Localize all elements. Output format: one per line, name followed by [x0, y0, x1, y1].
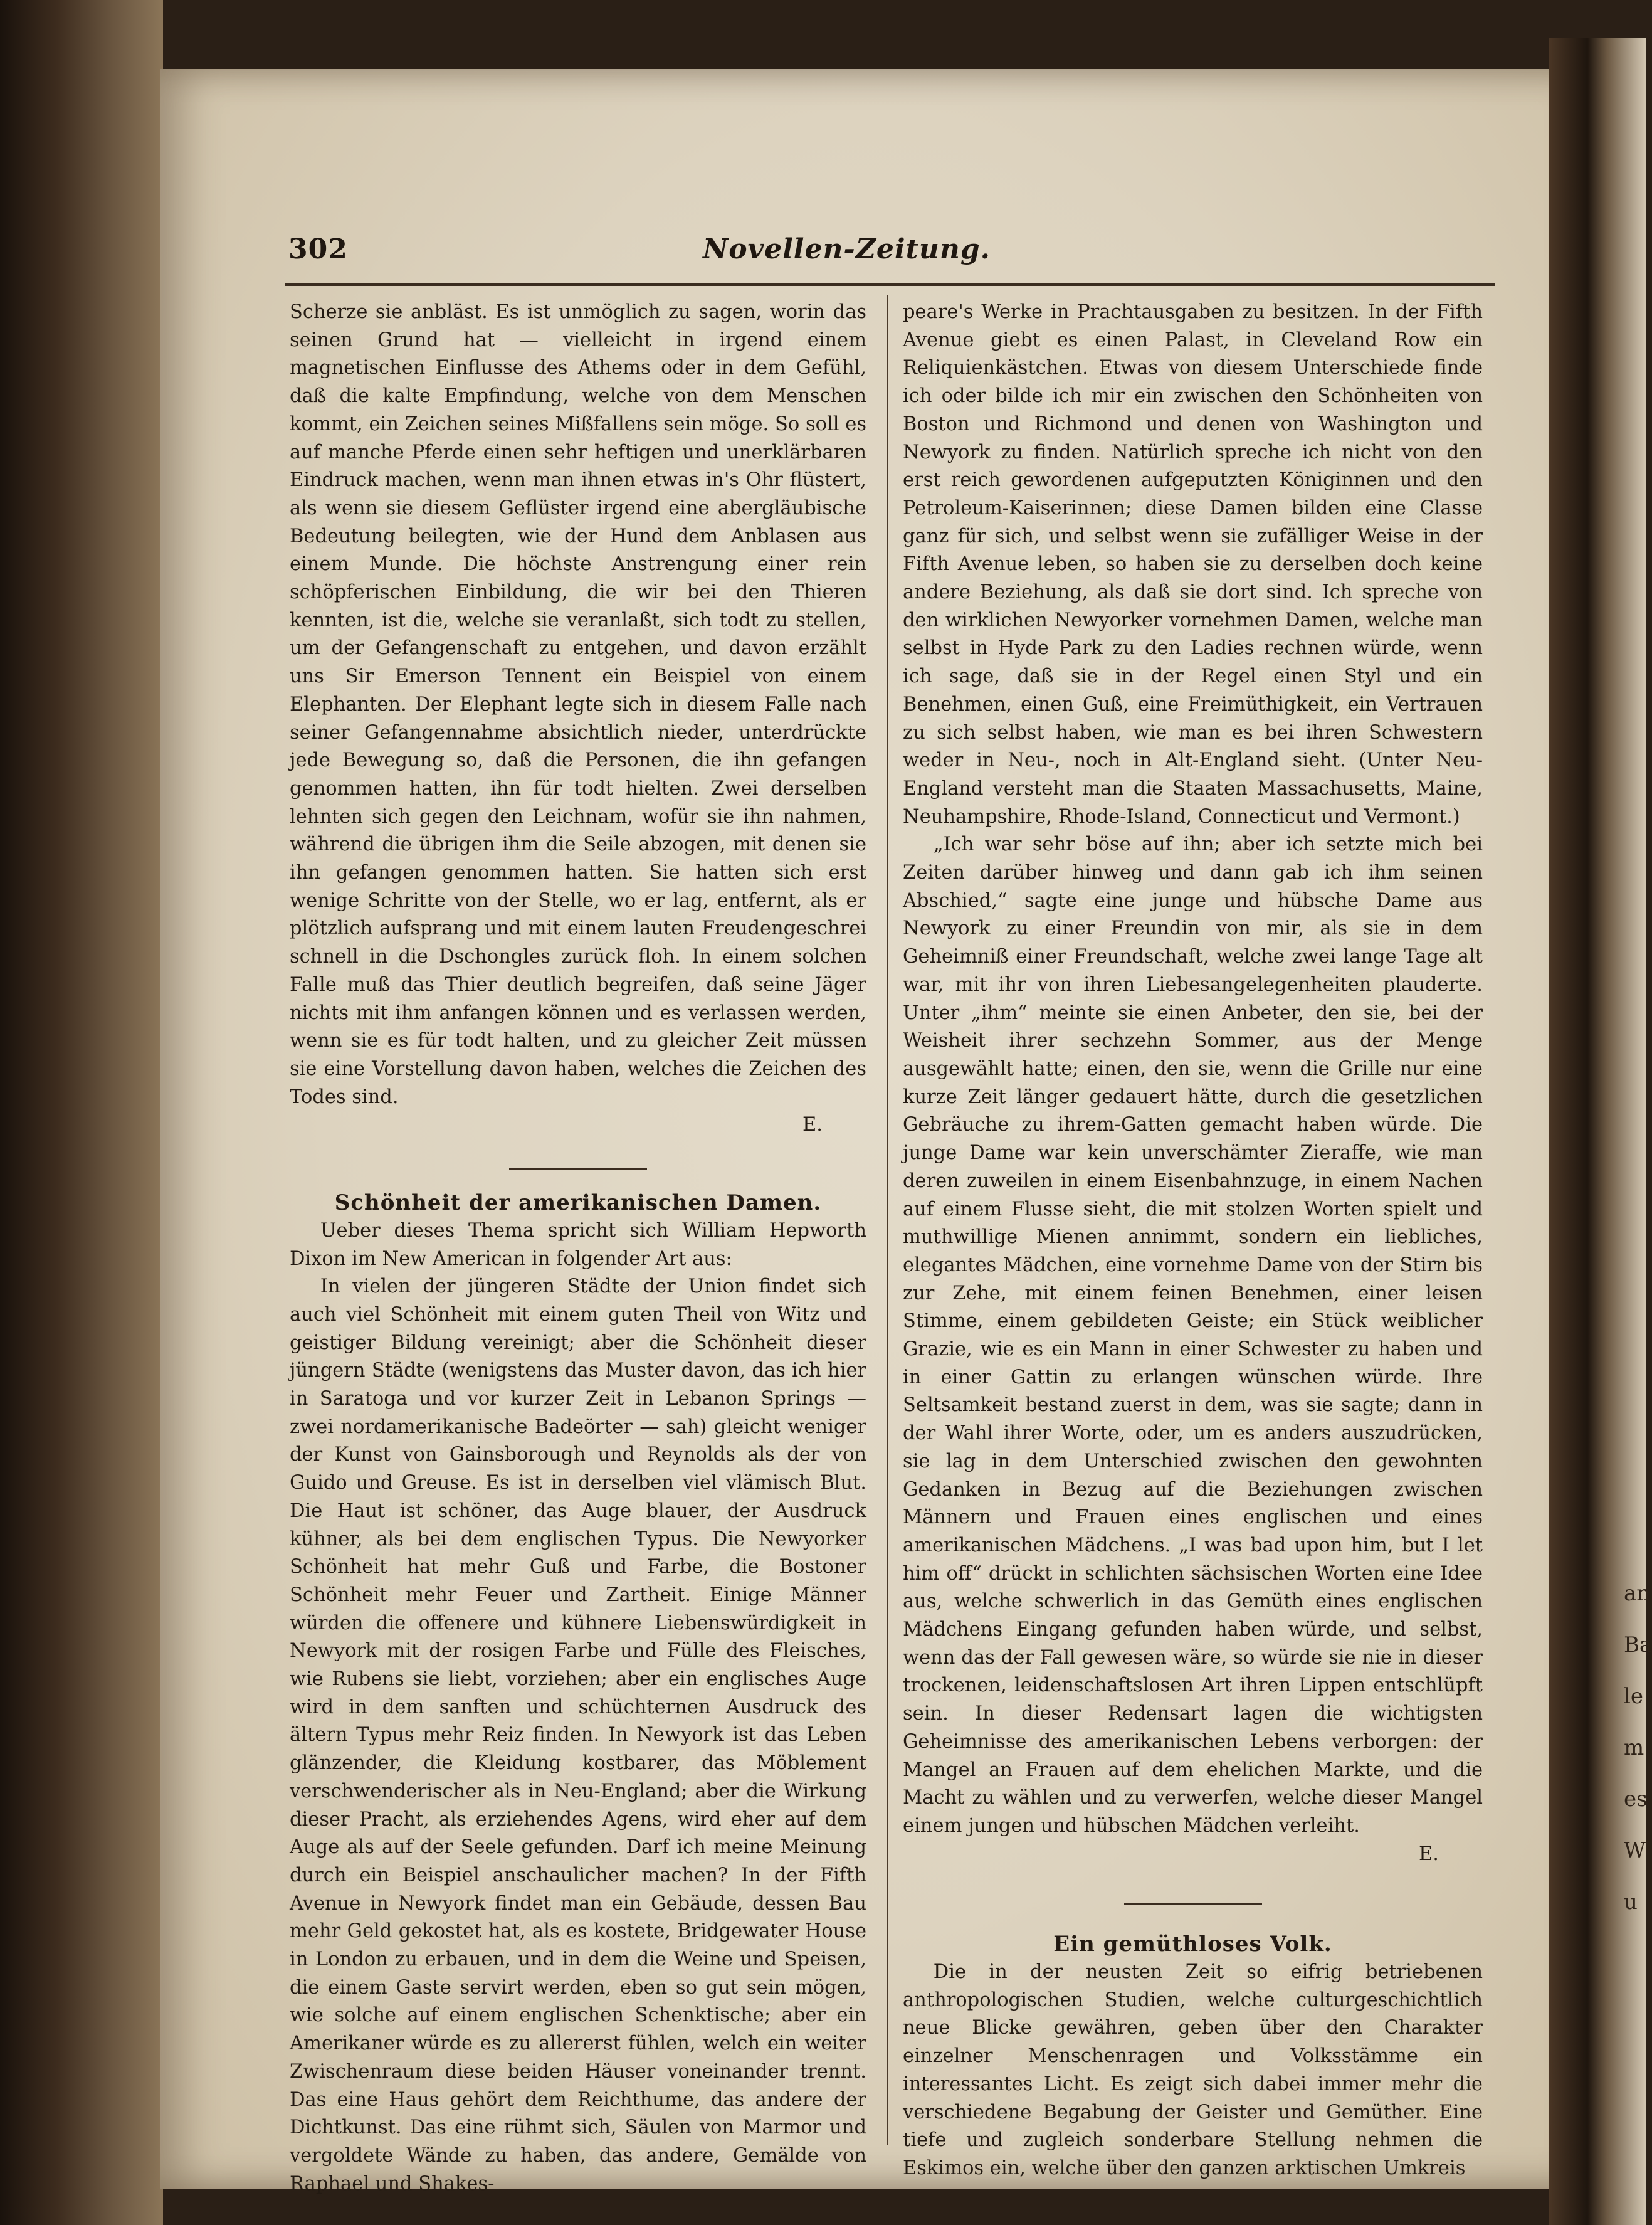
header-rule — [285, 283, 1495, 286]
paragraph: „Ich war sehr böse auf ihn; aber ich setzte mich bei Zeiten darüber hinweg und dann gab ich ihm seinen Abschied,“ sagte eine junge und hübsche Dame aus Newyork zu einer Freundin von mir, als sie in dem Geheimniß einer Freundschaft, welche zwei lange Tage alt war, mit ihr von ihren Liebesangelegenheiten plauderte. Unter „ihm“ meinte sie einen Anbeter, den sie, bei der Weisheit ihrer sechzehn Sommer, aus der Menge ausgewählt hatte; einen, den sie, wenn die Grille nur eine kurze Zeit länger gedauert hätte, durch die gesetzlichen Gebräuche zu ihrem-Gatten gemacht haben würde. Die junge Dame war kein unverschämter Zieraffe, wie man deren zuweilen in einem Eisenbahnzuge, in einem Nachen auf einem Flusse sieht, die mit stolzen Worten spielt und muthwillige Mienen annimmt, sondern ein liebliches, elegantes Mädchen, eine vornehme Dame von der Stirn bis zur Zehe, mit einem feinen Benehmen, einer leisen Stimme, einem gebildeten Geiste; ein Stück weiblicher Grazie, wie es ein Mann in einer Schwester zu haben und in einer Gattin zu erlangen wünschen würde. Ihre Seltsamkeit bestand zuerst in dem, was sie sagte; dann in der Wahl ihrer Worte, oder, um es anders auszudrücken, sie lag in dem Unterschied zwischen den gewohnten Gedanken in Bezug auf die Beziehungen zwischen Männern und Frauen eines englischen und eines amerikanischen Mädchens. „I was bad upon him, but I let him off“ drückt in schlichten sächsischen Worten eine Idee aus, welche schwerlich in das Gemüth eines englischen Mädchens Eingang gefunden haben würde, und selbst, wenn das der Fall gewesen wäre, so würde sie nie in dieser trockenen, leidenschaftslosen Art ihren Lippen entschlüpft sein. In dieser Redensart lagen die wichtigsten Geheimnisse des amerikanischen Lebens verborgen: der Mangel an Frauen auf dem ehelichen Markte, und die Macht zu wählen und zu verwerfen, welche dieser Mangel einem jungen und hübschen Mädchen verleiht. — [903, 833, 1483, 1837]
running-head — [288, 233, 991, 283]
book-edge-left — [0, 0, 163, 2225]
fragment: u — [1624, 1889, 1638, 1915]
signature: E. — [802, 1114, 823, 1136]
section-rule — [1124, 1903, 1262, 1905]
next-page-fragments — [1624, 1568, 1652, 2007]
section-rule — [509, 1168, 647, 1170]
header-title: Novellen-Zeitung. — [702, 233, 991, 265]
fragment: Ba — [1624, 1632, 1652, 1657]
column-divider — [887, 295, 888, 2145]
signature: E. — [1419, 1842, 1439, 1865]
paragraph: Scherze sie anbläst. Es ist unmöglich zu sagen, worin das seinen Grund hat — vielleicht in irgend einem magnetischen Einflusse des Athems oder in dem Gefühl, daß die kalte Empfindung, welche von dem Menschen kommt, ein Zeichen seines Mißfallens sein möge. So soll es auf manche Pferde einen sehr heftigen und unerklärbaren Eindruck machen, wenn man ihnen etwas in's Ohr flüstert, als wenn sie diesem Geflüster irgend eine abergläubische Bedeutung beilegten, wie der Hund dem Anblasen aus einem Munde. Die höchste Anstrengung einer rein schöpferischen Einbildung, die wir bei den Thieren kennten, ist die, welche sie veranlaßt, sich todt zu stellen, um der Gefangenschaft zu entgehen, und davon erzählt uns Sir Emerson Tennent ein Beispiel von einem Elephanten. Der Elephant legte sich in diesem Falle nach seiner Gefangennahme absichtlich nieder, unterdrückte jede Bewegung so, daß die Personen, die ihn gefangen genommen hatten, ihn für todt hielten. Zwei derselben lehnten sich gegen den Leichnam, wofür sie ihn nahmen, während die übrigen ihm die Seile abzogen, mit denen sie ihn gefangen genommen hatten. Sie hatten sich erst wenige Schritte von der Stelle, wo er lag, entfernt, als er plötzlich aufsprang und mit einem lauten Freudengeschrei schnell in die Dschongles zurück floh. In einem solchen Falle muß das Thier deutlich begreifen, daß seine Jäger nichts mit ihm anfangen können und es verlassen werden, wenn sie es für todt halten, und zu gleicher Zeit müssen sie eine Vorstellung davon haben, welches die Zeichen des Todes sind. — [290, 301, 866, 1108]
fragment: le — [1624, 1684, 1643, 1709]
paragraph: peare's Werke in Prachtausgaben zu besitzen. In der Fifth Avenue giebt es einen Palast, in Cleveland Row ein Reliquienkästchen. Etwas von diesem Unterschiede finde ich oder bilde ich mir ein zwischen den Schönheiten von Boston und Richmond und denen von Washington und Newyork zu finden. Natürlich spreche ich nicht von den erst reich gewordenen aufgeputzten Königinnen und den Petroleum-Kaiserinnen; diese Damen bilden eine Classe ganz für sich, und selbst wenn sie zufälliger Weise in der Fifth Avenue leben, so haben sie zu derselben doch keine andere Beziehung, als daß sie dort sind. Ich spreche von den wirklichen Newyorker vornehmen Damen, welche man selbst in Hyde Park zu den Ladies rechnen würde, wenn ich sage, daß sie in der Regel einen Styl und ein Benehmen, einen Guß, eine Freimüthigkeit, ein Vertrauen zu sich selbst haben, wie man es bei ihren Schwestern weder in Neu-, noch in Alt-England sieht. (Unter Neu-England versteht man die Staaten Massachusetts, Maine, Neuhampshire, Rhode-Island, Connecticut und Vermont.) — [903, 301, 1483, 828]
section-title: Ein gemüthloses Volk. — [1053, 1932, 1332, 1957]
page-number: 302 — [288, 233, 348, 265]
fragment: W — [1624, 1838, 1646, 1863]
fragment: es — [1624, 1787, 1648, 1812]
right-column — [903, 299, 1483, 2183]
left-column — [290, 299, 866, 2198]
fragment: an — [1624, 1581, 1651, 1606]
paragraph: Ueber dieses Thema spricht sich William Hepworth Dixon im New American in folgender Art aus: — [290, 1219, 866, 1270]
paragraph: In vielen der jüngeren Städte der Union findet sich auch viel Schönheit mit einem guten Theil von Witz und geistiger Bildung vereinigt; aber die Schönheit dieser jüngern Städte (wenigstens das Muster davon, das ich hier in Saratoga und vor kurzer Zeit in Lebanon Springs — zwei nordamerikanische Badeörter — sah) gleicht weniger der Kunst von Gainsborough und Reynolds als der von Guido und Greuse. Es ist in derselben viel vlämisch Blut. Die Haut ist schöner, das Auge blauer, der Ausdruck kühner, als bei dem englischen Typus. Die Newyorker Schönheit hat mehr Guß und Farbe, die Bostoner Schönheit mehr Feuer und Zartheit. Einige Männer würden die offenere und kühnere Liebenswürdigkeit in Newyork mit der rosigen Farbe und Fülle des Fleisches, wie Rubens sie liebt, vorziehen; aber ein englisches Auge wird in dem sanften und schüchternen Ausdruck des ältern Typus mehr Reiz finden. In Newyork ist das Leben glänzender, die Kleidung kostbarer, das Möblement verschwenderischer als in Neu-England; aber die Wirkung dieser Pracht, als erziehendes Agens, wird eher auf dem Auge als auf der Seele gefunden. Darf ich meine Meinung durch ein Beispiel anschaulicher machen? In der Fifth Avenue in Newyork findet man ein Gebäude, dessen Bau mehr Geld gekostet hat, als es kostete, Bridgewater House in London zu erbauen, und in dem die Weine und Speisen, die einem Gaste servirt werden, eben so gut sein mögen, wie solche auf einem englischen Schenktische; aber ein Amerikaner würde es zu allererst fühlen, welch ein weiter Zwischenraum diese beiden Häuser voneinander trennt. Das eine Haus gehört dem Reichthume, das andere der Dichtkunst. Das eine rühmt sich, Säulen von Marmor und vergoldete Wände zu haben, das andere, Gemälde von Raphael und Shakes- — [290, 1276, 866, 2195]
fragment: m — [1624, 1735, 1644, 1760]
section-title: Schönheit der amerikanischen Damen. — [334, 1190, 822, 1216]
paragraph: Die in der neusten Zeit so eifrig betriebenen anthropologischen Studien, welche culturgeschichtlich neue Blicke gewähren, geben über den Charakter einzelner Menschenragen und Volksstämme ein interessantes Licht. Es zeigt sich dabei immer mehr die verschiedene Begabung der Geister und Gemüther. Eine tiefe und zugleich sonderbare Stellung nehmen die Eskimos ein, welche über den ganzen arktischen Umkreis — [903, 1961, 1483, 2179]
